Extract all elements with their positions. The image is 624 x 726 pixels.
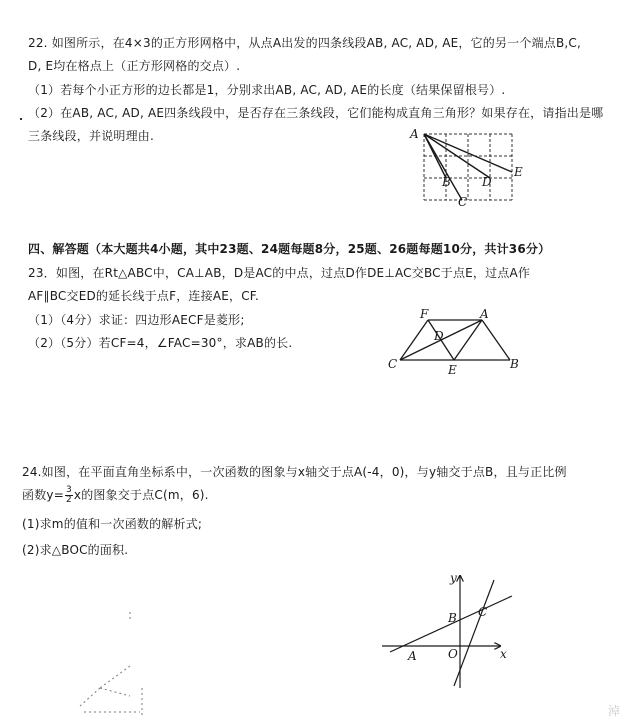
section-heading: 四、解答题（本大题共4小题，其中23题、24题每题8分，25题、26题每题10分，共计36分） [28, 242, 551, 256]
label-y: y [450, 571, 457, 585]
segment-ae [454, 320, 482, 360]
q22-part-2: （2）在AB, AC, AD, AE四条线段中，是否存在三条线段，它们能构成直角三角形？如果存在，请指出是哪 [28, 106, 604, 120]
q23-rhombus-figure [384, 308, 524, 378]
q22-part-1: （1）若每个小正方形的边长都是1，分别求出AB, AC, AD, AE的长度（结果保留根号）. [28, 83, 506, 97]
label-a: A [410, 127, 419, 141]
q22-line-2: D, E均在格点上（正方形网格的交点）. [28, 59, 241, 73]
label-e: E [448, 363, 457, 377]
q24-line-2-suffix: x的图象交于点C(m，6). [73, 488, 209, 502]
fraction-denominator: 2 [65, 495, 72, 505]
label-f: F [420, 307, 429, 321]
label-b: B [448, 611, 457, 625]
scan-artifact-sketch [60, 608, 180, 718]
q22-line-5: 三条线段，并说明理由. [28, 129, 155, 143]
label-b: B [510, 357, 519, 371]
label-a: A [408, 649, 417, 663]
label-d: D [482, 175, 492, 189]
q22-line-1: 22. 如图所示，在4×3的正方形网格中，从点A出发的四条线段AB, AC, AD, AE，它的另一个端点B,C, [28, 36, 582, 50]
q23-line-2: AF∥BC交ED的延长线于点F，连接AE，CF. [28, 289, 259, 303]
edge-mark: 淖 [607, 704, 620, 718]
q24-part-2: (2)求△BOC的面积. [22, 543, 129, 557]
fraction-three-halves [65, 486, 73, 505]
scan-speck [20, 118, 22, 120]
fraction-numerator: 3 [65, 485, 72, 495]
label-d: D [434, 329, 444, 343]
q23-part-2: （2）（5分）若CF=4，∠FAC=30°，求AB的长. [28, 336, 293, 350]
label-c: C [458, 195, 468, 209]
segment-ac [424, 134, 462, 200]
label-a: A [480, 307, 489, 321]
label-origin: O [448, 647, 458, 661]
q23-part-1: （1）（4分）求证：四边形AECF是菱形; [28, 313, 245, 327]
segment-cf [400, 320, 428, 360]
label-c: C [388, 357, 398, 371]
q24-line-1: 24.如图，在平面直角坐标系中，一次函数的图象与x轴交于点A(-4，0)，与y轴交于点B，且与正比例 [22, 465, 567, 479]
segment-ab [482, 320, 510, 360]
q24-line-2-prefix: 函数y= [22, 488, 64, 502]
label-x: x [500, 647, 507, 661]
label-e: E [514, 165, 523, 179]
q23-line-1: 23．如图，在Rt△ABC中，CA⊥AB，D是AC的中点，过点D作DE⊥AC交BC于点E，过点A作 [28, 266, 531, 280]
q24-part-1: (1)求m的值和一次函数的解析式; [22, 517, 203, 531]
label-b: B [442, 175, 451, 189]
label-c: C [478, 605, 488, 619]
q22-grid-figure [408, 128, 538, 208]
q24-line-2 [22, 486, 209, 505]
q24-coordinate-figure [378, 570, 514, 690]
